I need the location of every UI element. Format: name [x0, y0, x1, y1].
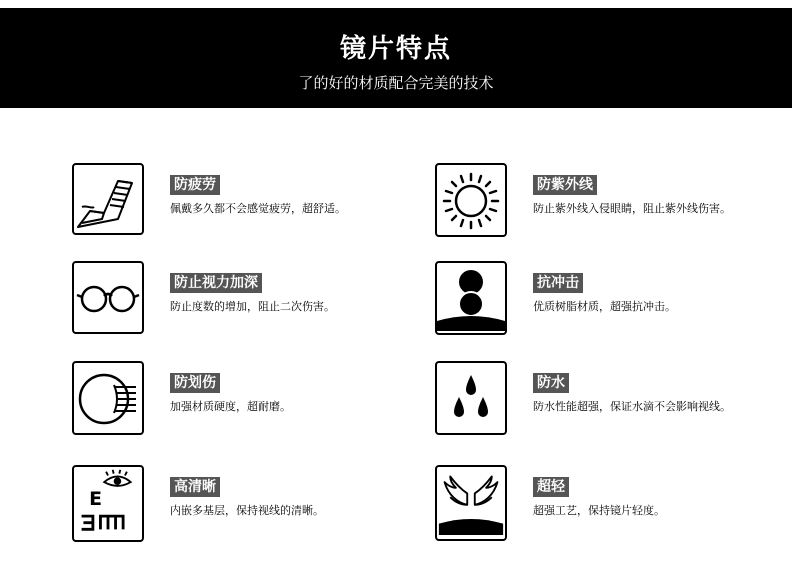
impact-circles-icon	[437, 263, 505, 331]
water-drops-icon	[437, 363, 505, 431]
feature-icon-box	[72, 163, 144, 235]
feature-ultra-light	[435, 465, 765, 545]
feature-waterproof	[435, 361, 765, 441]
feature-uv-protection	[435, 163, 765, 243]
wings-icon	[437, 467, 505, 535]
feature-title: 防水	[533, 373, 569, 393]
scratch-lens-icon	[74, 363, 142, 431]
page-title: 镜片特点	[339, 34, 452, 64]
feature-icon-box	[435, 361, 507, 435]
feature-title: 防紫外线	[533, 175, 597, 195]
feature-description: 防止紫外线入侵眼睛，阻止紫外线伤害。	[533, 202, 731, 215]
feature-description: 内嵌多基层，保持视线的清晰。	[170, 504, 324, 517]
header-banner	[0, 8, 792, 108]
feature-description: 优质树脂材质，超强抗冲击。	[533, 300, 676, 313]
feature-description: 超强工艺，保持镜片轻度。	[533, 504, 665, 517]
feature-scratch-resistant	[72, 361, 402, 441]
feature-title: 防止视力加深	[170, 273, 262, 293]
feature-icon-box	[72, 261, 144, 334]
feature-high-clarity	[72, 465, 402, 545]
feature-impact-resistant	[435, 261, 765, 341]
feature-title: 防疲劳	[170, 175, 220, 195]
feature-title: 抗冲击	[533, 273, 583, 293]
feature-icon-box	[435, 465, 507, 541]
feature-prevent-myopia	[72, 261, 402, 341]
eye-chart-icon	[74, 467, 142, 535]
feature-title: 防划伤	[170, 373, 220, 393]
page-subtitle: 了的好的材质配合完美的技术	[298, 74, 494, 92]
feature-description: 防水性能超强，保证水滴不会影响视线。	[533, 400, 731, 413]
svg-text:E: E	[89, 487, 103, 510]
feature-anti-fatigue	[72, 163, 402, 243]
feature-description: 加强材质硬度，超耐磨。	[170, 400, 291, 413]
feature-icon-box	[435, 163, 507, 237]
feature-icon-box	[435, 261, 507, 335]
feature-description: 防止度数的增加，阻止二次伤害。	[170, 300, 335, 313]
feature-title: 超轻	[533, 477, 569, 497]
feature-icon-box	[72, 465, 144, 542]
feature-title: 高清晰	[170, 477, 220, 497]
feature-icon-box	[72, 361, 144, 435]
glasses-icon	[74, 263, 142, 331]
sun-icon	[437, 165, 505, 233]
feature-description: 佩戴多久都不会感觉疲劳，超舒适。	[170, 202, 346, 215]
lounge-chair-icon	[74, 165, 142, 233]
